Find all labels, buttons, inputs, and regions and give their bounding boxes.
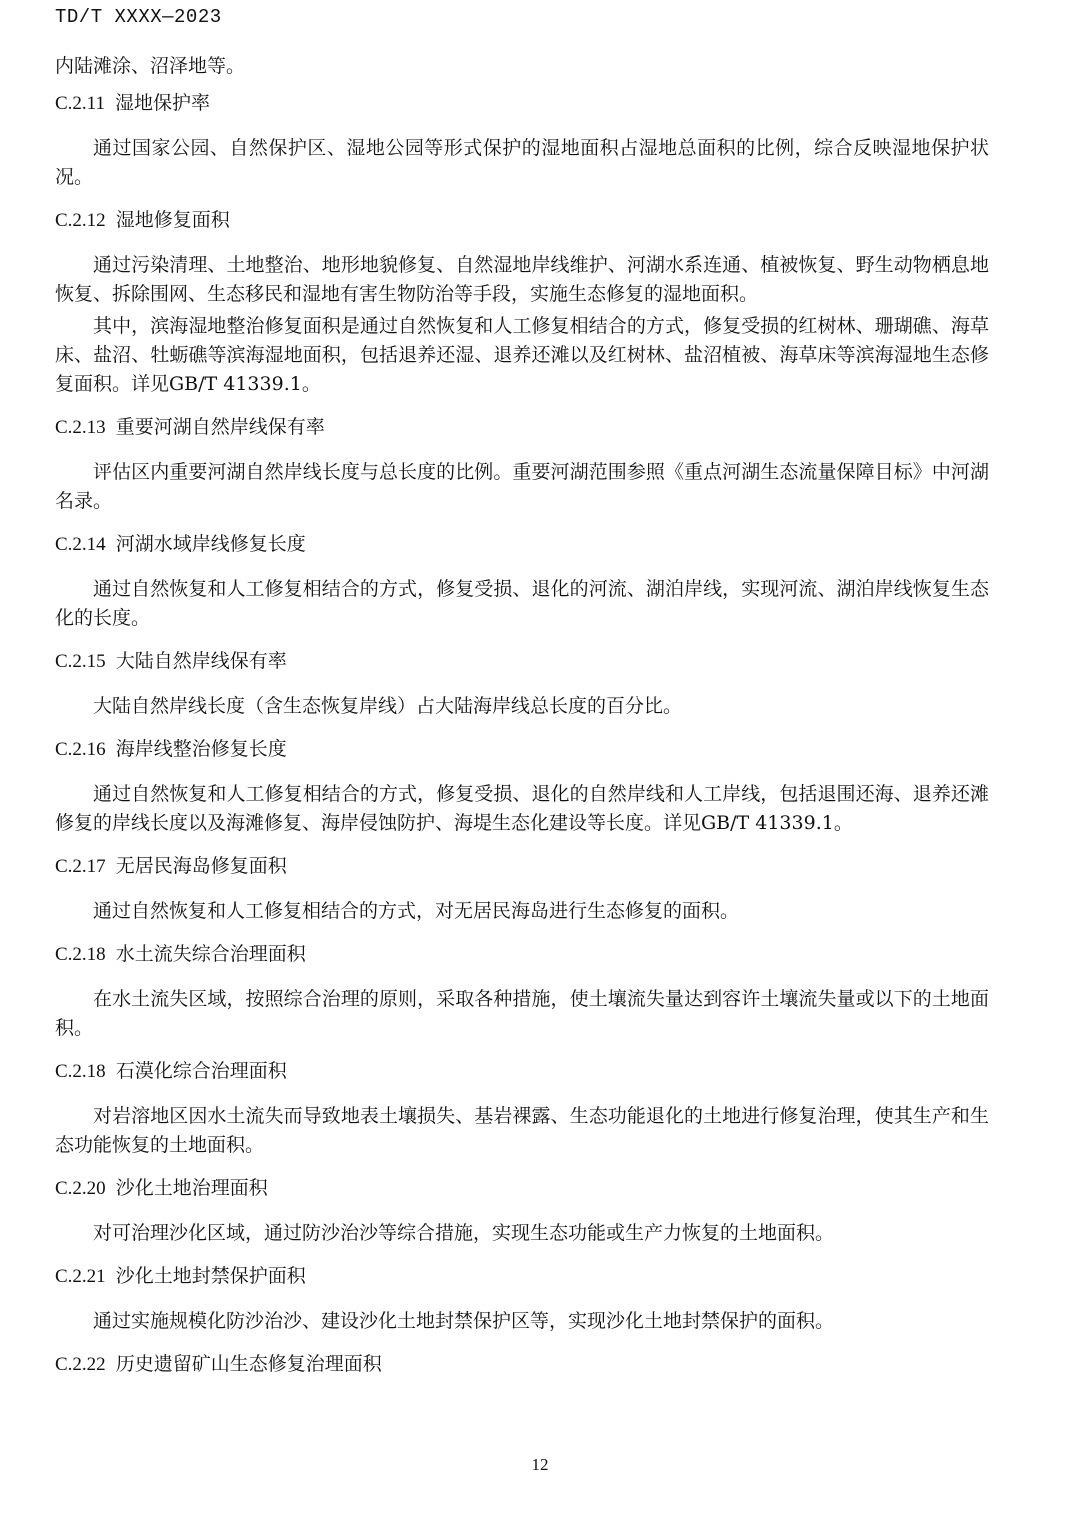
section-number: C.2.20 [55, 1178, 106, 1199]
section [55, 89, 989, 192]
section-title: 河湖水域岸线修复长度 [115, 533, 306, 555]
section-title: 历史遗留矿山生态修复治理面积 [115, 1353, 382, 1375]
section-number: C.2.18 [55, 1061, 106, 1082]
section [55, 1262, 989, 1336]
paragraph: 通过污染清理、土地整治、地形地貌修复、自然湿地岸线维护、河湖水系连通、植被恢复、野生动物栖息地恢复、拆除围网、生态移民和湿地有害生物防治等手段，实施生态修复的湿地面积。 [55, 254, 989, 305]
section-title: 沙化土地治理面积 [115, 1177, 268, 1199]
section-number: C.2.17 [55, 856, 106, 877]
section-heading [55, 206, 989, 235]
section-number: C.2.21 [55, 1266, 106, 1287]
section-title: 水土流失综合治理面积 [115, 943, 306, 965]
section-number: C.2.14 [55, 534, 106, 555]
section-heading [55, 1057, 989, 1086]
intro-text: 内陆滩涂、沼泽地等。 [55, 55, 246, 77]
section-heading [55, 735, 989, 764]
section-heading [55, 1262, 989, 1291]
section-title: 石漠化综合治理面积 [115, 1060, 287, 1082]
section-number: C.2.16 [55, 739, 106, 760]
section [55, 413, 989, 516]
section-heading [55, 413, 989, 442]
paragraph: 大陆自然岸线长度（含生态恢复岸线）占大陆海岸线总长度的百分比。 [93, 695, 683, 717]
section-number: C.2.13 [55, 417, 106, 438]
section-title: 大陆自然岸线保有率 [115, 650, 287, 672]
section-title: 湿地修复面积 [115, 209, 230, 231]
paragraph: 通过自然恢复和人工修复相结合的方式，修复受损、退化的河流、湖泊岸线，实现河流、湖泊岸线恢复生态化的长度。 [55, 578, 989, 629]
paragraph: 对岩溶地区因水土流失而导致地表土壤损失、基岩裸露、生态功能退化的土地进行修复治理，使其生产和生态功能恢复的土地面积。 [55, 1105, 989, 1156]
section-title: 无居民海岛修复面积 [115, 855, 287, 877]
section [55, 1350, 989, 1379]
paragraph: 通过实施规模化防沙治沙、建设沙化土地封禁保护区等，实现沙化土地封禁保护的面积。 [93, 1310, 835, 1332]
section-heading [55, 647, 989, 676]
paragraph: 通过自然恢复和人工修复相结合的方式，对无居民海岛进行生态修复的面积。 [93, 900, 740, 922]
section [55, 1057, 989, 1160]
paragraph: 对可治理沙化区域，通过防沙治沙等综合措施，实现生态功能或生产力恢复的土地面积。 [93, 1222, 835, 1244]
section-number: C.2.11 [55, 93, 105, 114]
standard-header: TD/T XXXX—2023 [55, 6, 222, 28]
page-content [55, 52, 989, 1395]
section-heading [55, 1174, 989, 1203]
paragraph: 通过自然恢复和人工修复相结合的方式，修复受损、退化的自然岸线和人工岸线，包括退围还海、退养还滩修复的岸线长度以及海滩修复、海岸侵蚀防护、海堤生态化建设等长度。详见GB/T 41339.1。 [55, 783, 989, 834]
paragraph: 其中，滨海湿地整治修复面积是通过自然恢复和人工修复相结合的方式，修复受损的红树林、珊瑚礁、海草床、盐沼、牡蛎礁等滨海湿地面积，包括退养还湿、退养还滩以及红树林、盐沼植被、海草床等滨海湿地生态修复面积。详见GB/T 41339.1。 [55, 315, 989, 395]
section-title: 沙化土地封禁保护面积 [115, 1265, 306, 1287]
section-number: C.2.22 [55, 1354, 106, 1375]
section-number: C.2.18 [55, 944, 106, 965]
section [55, 940, 989, 1043]
section-number: C.2.12 [55, 210, 106, 231]
section-title: 重要河湖自然岸线保有率 [115, 416, 325, 438]
section-heading [55, 852, 989, 881]
section [55, 1174, 989, 1248]
section [55, 530, 989, 633]
section-number: C.2.15 [55, 651, 106, 672]
section-title: 海岸线整治修复长度 [115, 738, 287, 760]
section [55, 206, 989, 399]
paragraph: 通过国家公园、自然保护区、湿地公园等形式保护的湿地面积占湿地总面积的比例，综合反映湿地保护状况。 [55, 137, 989, 188]
section-heading [55, 530, 989, 559]
section-heading [55, 89, 989, 118]
page-number: 12 [531, 1455, 549, 1474]
section [55, 852, 989, 926]
section-title: 湿地保护率 [114, 92, 210, 114]
section [55, 647, 989, 721]
section-heading [55, 1350, 989, 1379]
paragraph: 在水土流失区域，按照综合治理的原则，采取各种措施，使土壤流失量达到容许土壤流失量或以下的土地面积。 [55, 988, 989, 1039]
section [55, 735, 989, 838]
section-heading [55, 940, 989, 969]
paragraph: 评估区内重要河湖自然岸线长度与总长度的比例。重要河湖范围参照《重点河湖生态流量保障目标》中河湖名录。 [55, 461, 989, 512]
